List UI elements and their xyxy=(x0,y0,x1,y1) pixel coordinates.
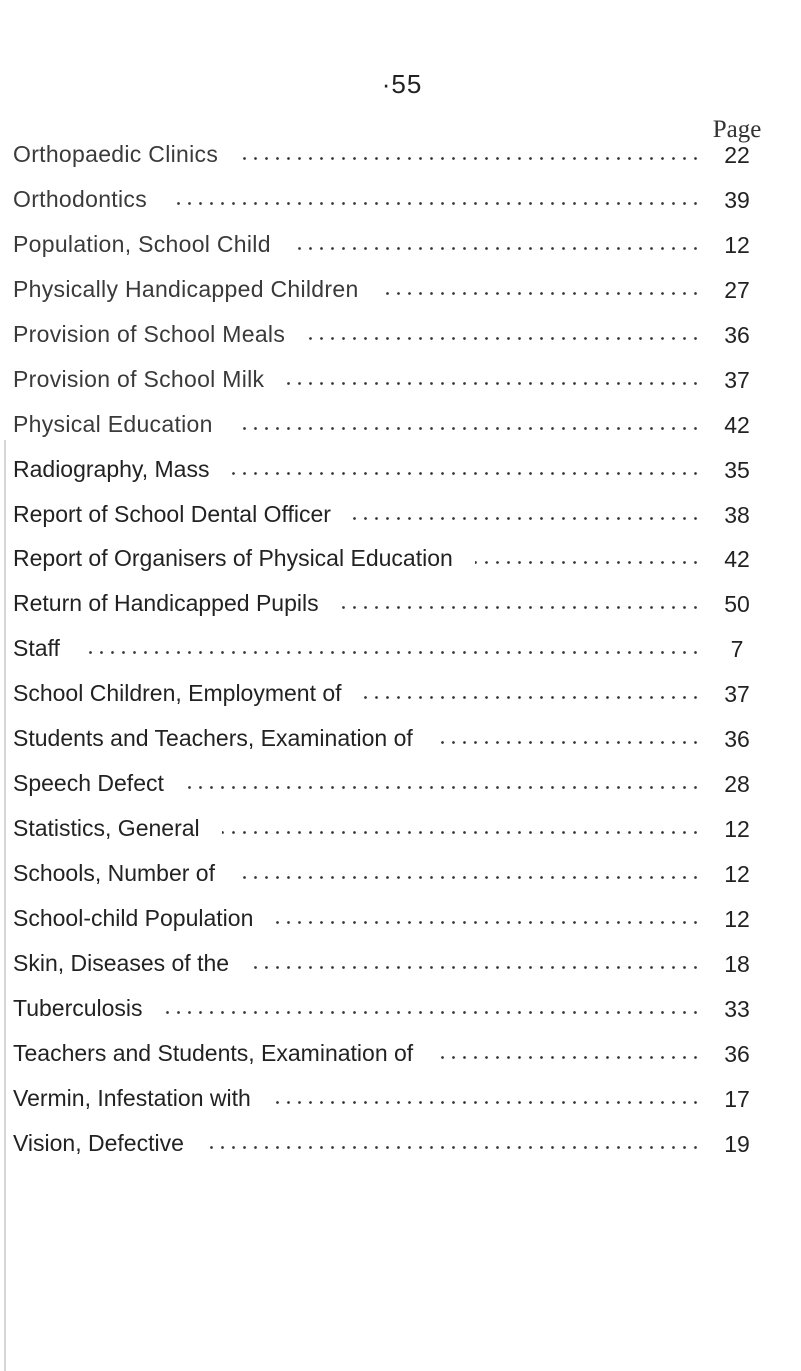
entry-label: Physical Education xyxy=(13,410,213,437)
dot-leader xyxy=(165,1011,701,1014)
entry-page-number: 12 xyxy=(724,861,750,887)
dot-leader xyxy=(435,1056,701,1059)
entry-label: Orthodontics xyxy=(13,185,147,212)
entry-page-number: 50 xyxy=(724,591,750,618)
dot-leader xyxy=(381,292,701,295)
index-entry xyxy=(0,1127,801,1172)
entry-page-number: 12 xyxy=(724,905,750,932)
index-entry xyxy=(0,857,801,902)
dot-leader xyxy=(273,1101,701,1104)
entry-label: Skin, Diseases of the xyxy=(13,949,230,976)
entry-page-number: 38 xyxy=(724,501,750,528)
dot-leader xyxy=(293,247,701,250)
entry-page-number: 39 xyxy=(724,186,750,213)
entry-page-number: 33 xyxy=(724,995,750,1022)
dot-leader xyxy=(275,921,701,924)
entry-label: Population, School Child xyxy=(13,230,271,257)
entry-label: Statistics, General xyxy=(13,815,200,842)
index-entry xyxy=(0,273,801,318)
index-entry xyxy=(0,632,801,677)
entry-page-number: 19 xyxy=(724,1130,750,1157)
index-entry xyxy=(0,138,801,183)
entry-label: School-child Population xyxy=(13,904,254,931)
index-entry xyxy=(0,902,801,947)
dot-leader xyxy=(206,1146,701,1149)
entry-page-number: 17 xyxy=(724,1085,750,1112)
index-entry xyxy=(0,1037,801,1082)
index-entry xyxy=(0,228,801,273)
entry-label: Vision, Defective xyxy=(13,1129,184,1156)
entry-label: Tuberculosis xyxy=(13,994,143,1021)
dot-leader xyxy=(237,876,701,879)
entry-label: Vermin, Infestation with xyxy=(13,1084,251,1111)
entry-label: Staff xyxy=(13,635,60,662)
index-list xyxy=(0,138,801,1172)
dot-leader xyxy=(364,696,701,699)
dot-leader xyxy=(186,786,701,789)
entry-page-number: 12 xyxy=(724,816,750,843)
entry-page-number: 37 xyxy=(724,366,750,393)
index-entry xyxy=(0,498,801,543)
dot-leader xyxy=(353,517,701,520)
entry-label: Report of Organisers of Physical Education xyxy=(13,545,453,572)
page-column-header: Page xyxy=(712,116,762,143)
entry-label: Provision of School Meals xyxy=(13,320,286,347)
entry-label: Physically Handicapped Children xyxy=(13,275,359,302)
entry-page-number: 42 xyxy=(724,411,750,438)
dot-leader xyxy=(231,472,701,475)
entry-page-number: 28 xyxy=(724,771,750,798)
entry-label: Return of Handicapped Pupils xyxy=(13,590,319,617)
entry-label: Orthopaedic Clinics xyxy=(13,141,219,167)
dot-leader xyxy=(475,561,701,564)
dot-leader xyxy=(307,337,701,340)
entry-page-number: 36 xyxy=(724,321,750,348)
index-entry xyxy=(0,453,801,498)
entry-page-number: 35 xyxy=(724,456,750,483)
entry-label: Schools, Number of xyxy=(13,860,215,886)
index-entry xyxy=(0,408,801,453)
entry-page-number: 37 xyxy=(724,681,750,708)
index-entry xyxy=(0,183,801,228)
index-entry xyxy=(0,677,801,722)
entry-label: Teachers and Students, Examination of xyxy=(13,1039,414,1066)
index-entry xyxy=(0,992,801,1037)
entry-page-number: 22 xyxy=(724,142,750,168)
entry-label: Radiography, Mass xyxy=(13,455,210,482)
index-entry xyxy=(0,1082,801,1127)
entry-page-number: 18 xyxy=(724,950,750,977)
index-entry xyxy=(0,587,801,632)
index-entry xyxy=(0,318,801,363)
dot-leader xyxy=(341,606,701,609)
dot-leader xyxy=(222,831,701,834)
dot-leader xyxy=(251,966,701,969)
index-entry xyxy=(0,767,801,812)
dot-leader xyxy=(82,651,701,654)
entry-page-number: 27 xyxy=(724,276,750,303)
index-entry xyxy=(0,542,801,587)
entry-label: Speech Defect xyxy=(13,770,164,797)
dot-leader xyxy=(240,157,701,160)
dot-leader xyxy=(169,202,701,205)
entry-page-number: 12 xyxy=(724,231,750,258)
entry-page-number: 36 xyxy=(724,726,750,753)
index-entry xyxy=(0,812,801,857)
dot-leader xyxy=(235,427,701,430)
entry-label: School Children, Employment of xyxy=(13,680,342,707)
entry-page-number: 7 xyxy=(730,636,744,663)
entry-label: Students and Teachers, Examination of xyxy=(13,725,413,752)
entry-label: Provision of School Milk xyxy=(13,365,265,392)
index-entry xyxy=(0,722,801,767)
page-number: ·55 xyxy=(381,69,423,99)
entry-page-number: 36 xyxy=(724,1040,750,1067)
dot-leader xyxy=(286,382,701,385)
index-entry xyxy=(0,947,801,992)
dot-leader xyxy=(435,741,701,744)
entry-page-number: 42 xyxy=(724,546,750,573)
index-entry xyxy=(0,363,801,408)
entry-label: Report of School Dental Officer xyxy=(13,500,331,527)
